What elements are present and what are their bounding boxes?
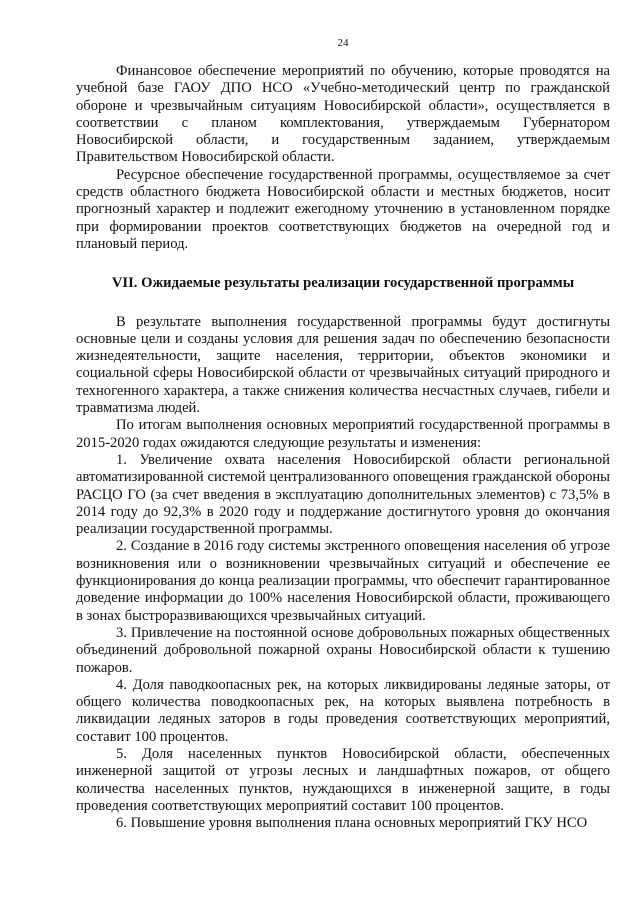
paragraph-resource-provision: Ресурсное обеспечение государственной программы, осуществляемое за счет средств областного бюджета Новосибирской области и местных бюджетов, носит прогнозный характер и подлежит ежегодному уточнению в установленном порядке при формировании проектов соответствующих бюджетов на очередной год и плановый период. — [76, 166, 610, 252]
paragraph-program-results: В результате выполнения государственной программы будут достигнуты основные цели и созданы условия для решения задач по обеспечению безопасности жизнедеятельности, защите населения, территории, объектов экономики и социальной сферы Новосибирской области от чрезвычайных ситуаций природного и техногенного характера, а также снижения количества несчастных случаев, гибели и травматизма людей. — [76, 313, 610, 417]
section-heading: VII. Ожидаемые результаты реализации государственной программы — [111, 275, 575, 292]
list-item-5: 5. Доля населенных пунктов Новосибирской области, обеспеченных инженерной защитой от угрозы лесных и ландшафтных пожаров, от общего количества населенных пунктов, нуждающихся в инженерной защите, в годы проведения соответствующих мероприятий составит 100 процентов. — [76, 745, 610, 814]
paragraph-training-financing: Финансовое обеспечение мероприятий по обучению, которые проводятся на учебной базе ГАОУ ДПО НСО «Учебно-методический центр по гражданской обороне и чрезвычайным ситуациям Новосибирской области», осуществляется в соответствии с планом комплектования, утверждаемым Губернатором Новосибирской области, и государственным заданием, утверждаемым Правительством Новосибирской области. — [76, 63, 610, 166]
list-item-6: 6. Повышение уровня выполнения плана основных мероприятий ГКУ НСО — [116, 815, 588, 832]
list-item-2: 2. Создание в 2016 году системы экстренного оповещения населения об угрозе возникновения или о возникновении чрезвычайных ситуаций и обеспечение ее функционирования до конца реализации программы, что обеспечит гарантированное доведение информации до 100% населения Новосибирской области, проживающего в зонах быстроразвивающихся чрезвычайных ситуаций. — [76, 538, 610, 624]
document-body — [76, 63, 610, 832]
document-page — [76, 0, 610, 905]
paragraph-expected-changes-intro: По итогам выполнения основных мероприятий государственной программы в 2015-2020 годах ожидаются следующие результаты и изменения: — [76, 417, 610, 451]
list-item-4: 4. Доля паводкоопасных рек, на которых ликвидированы ледяные заторы, от общего количества поводкоопасных рек, на которых выявлена потребность в ликвидации ледяных заторов в годы проведения соответствующих мероприятий, составит 100 процентов. — [76, 676, 610, 745]
list-item-3: 3. Привлечение на постоянной основе добровольных пожарных общественных объединений добровольной пожарной охраны Новосибирской области к тушению пожаров. — [76, 624, 610, 676]
page-number: 24 — [337, 37, 349, 49]
list-item-1: 1. Увеличение охвата населения Новосибирской области региональной автоматизированной системой централизованного оповещения гражданской обороны РАСЦО ГО (за счет введения в эксплуатацию дополнительных элементов) с 73,5% в 2014 году до 92,3% в 2020 году и поддержание достигнутого уровня до окончания реализации государственной программы. — [76, 451, 610, 538]
